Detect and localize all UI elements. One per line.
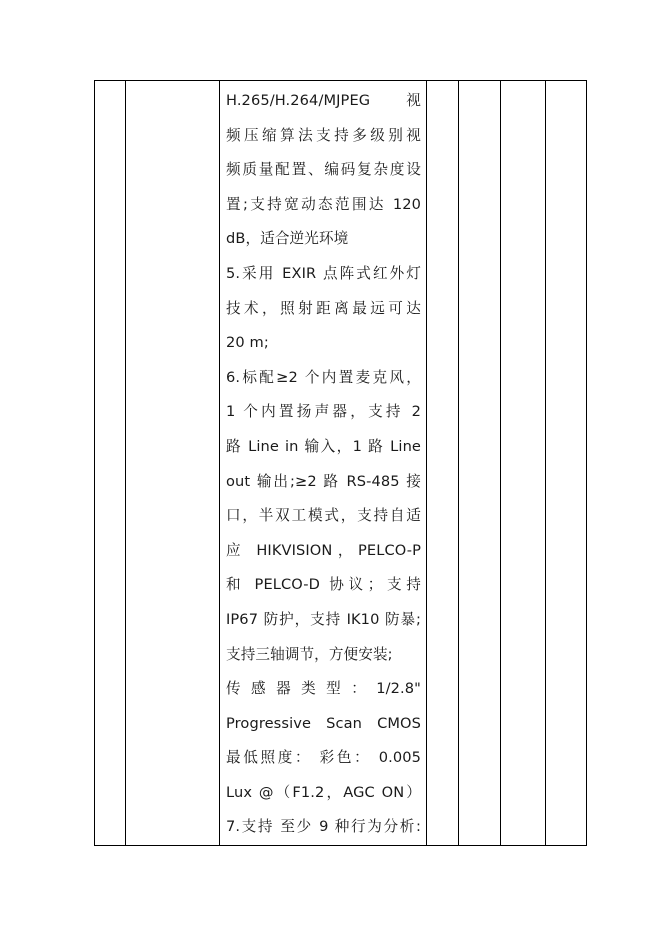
spec-table (94, 80, 587, 846)
description-line: 5.采用 EXIR 点阵式红外灯 (226, 264, 421, 282)
description-line: 路 Line in 输入，1 路 Line (226, 437, 421, 455)
price-cell (501, 81, 546, 846)
description-line: 最低照度： 彩色： 0.005 (226, 749, 421, 767)
table-row (95, 81, 587, 846)
remark-cell (546, 81, 587, 846)
description-cell (220, 81, 427, 846)
description-line: 应 HIKVISION，PELCO-P (226, 541, 421, 559)
description-line: 口，半双工模式，支持自适 (226, 507, 421, 525)
description-line: H.265/H.264/MJPEG 视 (226, 92, 421, 109)
description-line: 7.支持 至少 9 种行为分析: (226, 818, 421, 836)
quantity-cell (459, 81, 501, 846)
description-line: 和 PELCO-D 协议；支持 (226, 576, 421, 594)
description-line: 频质量配置、编码复杂度设 (226, 161, 421, 179)
item-name-cell (126, 81, 220, 846)
description-line: Lux @（F1.2，AGC ON） (226, 783, 421, 801)
description-line: IP67 防护，支持 IK10 防暴; (226, 610, 421, 628)
description-line: 传 感 器 类 型 ： 1/2.8" (226, 680, 421, 698)
description-line: 支持三轴调节，方便安装; (226, 645, 393, 663)
unit-cell (427, 81, 459, 846)
description-line: Progressive Scan CMOS (226, 714, 421, 732)
description-line: 20 m; (226, 334, 269, 352)
description-line: 1 个内置扬声器，支持 2 (226, 403, 421, 421)
description-line: 置;支持宽动态范围达 120 (226, 195, 421, 213)
description-line: 频压缩算法支持多级别视 (226, 126, 421, 144)
description-line: 6.标配≥2 个内置麦克风， (226, 368, 421, 386)
description-line: dB，适合逆光环境 (226, 230, 349, 248)
description-line: out 输出;≥2 路 RS-485 接 (226, 472, 421, 490)
index-cell (95, 81, 126, 846)
description-line: 技术，照射距离最远可达 (226, 299, 421, 317)
